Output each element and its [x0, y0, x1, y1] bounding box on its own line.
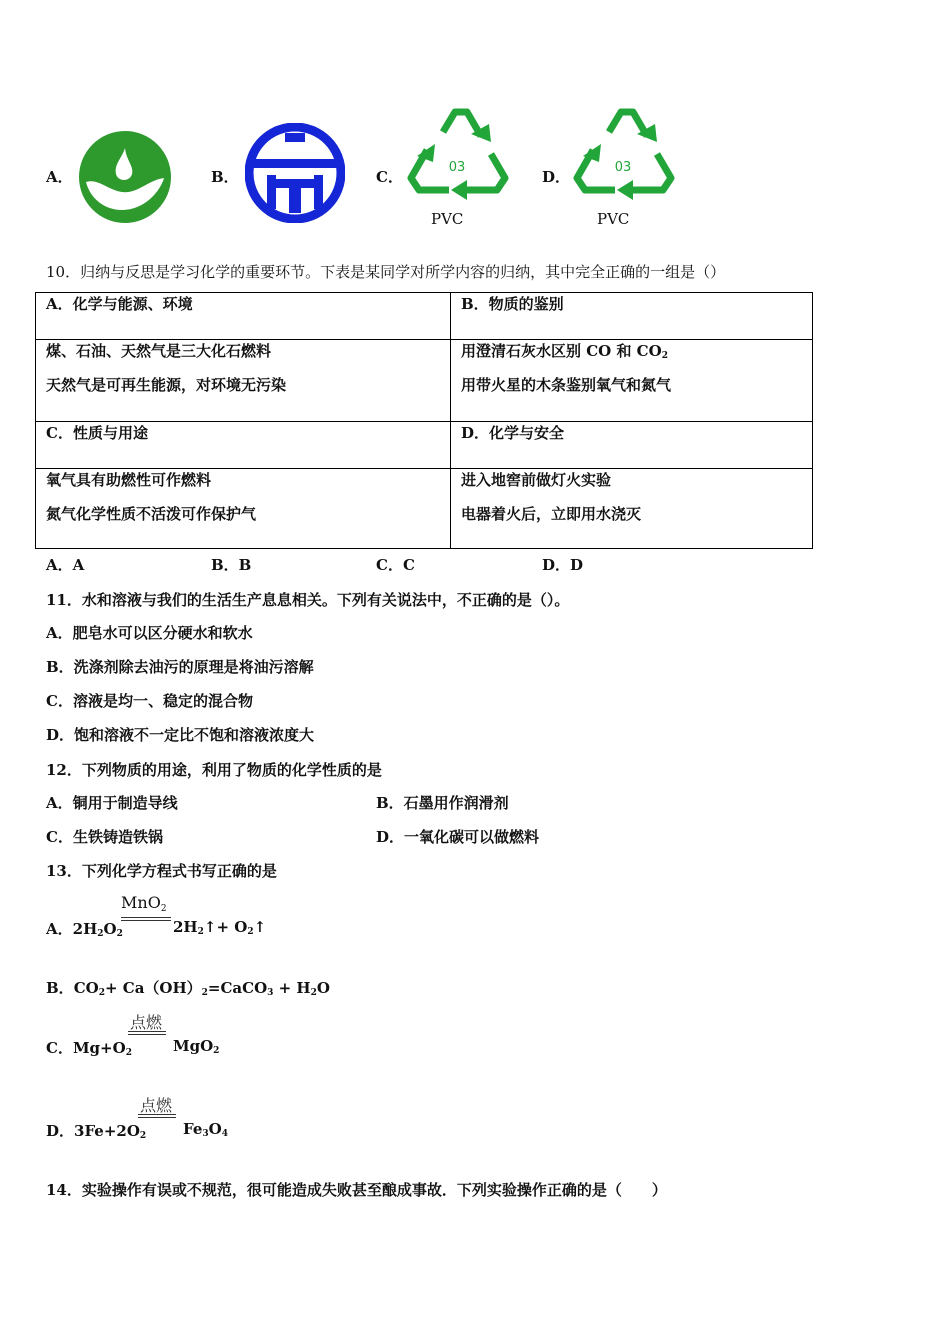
q12-stem: 12．下列物质的用途，利用了物质的化学性质的是: [46, 761, 382, 779]
q10-cell-b-body: 用澄清石灰水区别 CO 和 $CO_2$ 用带火星的木条鉴别氧气和氮气: [451, 340, 813, 422]
q10-cell-a-body: 煤、石油、天然气是三大化石燃料 天然气是可再生能源，对环境无污染: [36, 340, 451, 422]
q11-option-b: B．洗涤剂除去油污的原理是将油污溶解: [46, 658, 314, 676]
q12-option-b: B．石墨用作润滑剂: [376, 794, 509, 812]
q10-answer-b: B．B: [211, 556, 252, 574]
recycle-arrows-icon: [405, 104, 513, 200]
q11-option-c: C．溶液是均一、稳定的混合物: [46, 692, 253, 710]
q9-option-c-caption: PVC: [431, 210, 464, 228]
q12-option-a: A．铜用于制造导线: [46, 794, 178, 812]
q10-answer-d: D．D: [542, 556, 584, 574]
q10-cell-d-body: 进入地窖前做灯火实验 电器着火后，立即用水浇灭: [451, 469, 813, 549]
q10-answer-c: C．C: [376, 556, 415, 574]
q11-option-a: A．肥皂水可以区分硬水和软水: [46, 624, 253, 642]
q9-option-b-label: B．: [211, 168, 239, 186]
q11-option-d: D．饱和溶液不一定比不饱和溶液浓度大: [46, 726, 315, 744]
q10-answer-a: A．A: [46, 556, 85, 574]
q10-cell-c-head: C．性质与用途: [36, 422, 451, 469]
condition-label: 点燃: [130, 1013, 163, 1032]
q9-option-d-label: D．: [542, 168, 571, 186]
q12-option-d: D．一氧化碳可以做燃料: [376, 828, 540, 846]
bus-logo-icon: [245, 123, 345, 223]
q10-cell-d-head: D．化学与安全: [451, 422, 813, 469]
q9-option-a-label: A．: [46, 168, 73, 186]
q13-stem: 13．下列化学方程式书写正确的是: [46, 862, 277, 880]
q10-cell-a-head: A．化学与能源、环境: [36, 293, 451, 340]
q10-table: [35, 292, 813, 549]
q9-option-c-label: C．: [376, 168, 403, 186]
water-saving-icon: [78, 130, 172, 224]
condition-label: 点燃: [140, 1096, 173, 1115]
q10-stem: 10．归纳与反思是学习化学的重要环节。下表是某同学对所学内容的归纳，其中完全正确的一组是（）: [46, 263, 726, 281]
q10-cell-c-body: 氧气具有助燃性可作燃料 氮气化学性质不活泼可作保护气: [36, 469, 451, 549]
recycle-arrows-icon: [571, 104, 679, 200]
q10-cell-b-head: B．物质的鉴别: [451, 293, 813, 340]
q14-stem: 14．实验操作有误或不规范，很可能造成失败甚至酿成事故．下列实验操作正确的是（ ）: [46, 1181, 667, 1199]
q9-option-d-caption: PVC: [597, 210, 630, 228]
q12-option-c: C．生铁铸造铁锅: [46, 828, 163, 846]
q11-stem: 11．水和溶液与我们的生活生产息息相关。下列有关说法中，不正确的是（）。: [46, 591, 570, 609]
catalyst-label: MnO2: [121, 893, 167, 914]
svg-text:03: 03: [614, 160, 632, 175]
svg-text:03: 03: [448, 160, 466, 175]
